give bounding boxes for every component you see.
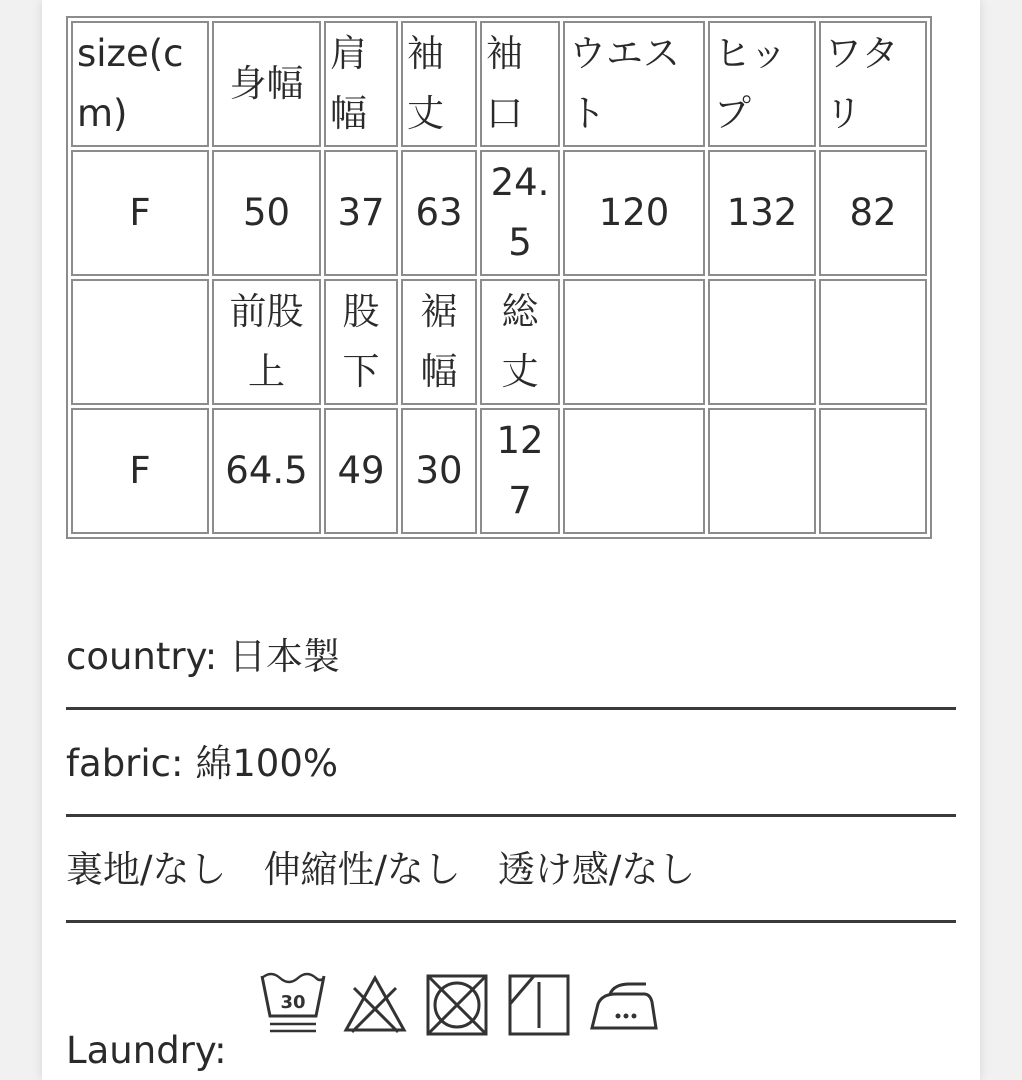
table-cell: 袖丈 <box>401 21 477 147</box>
table-cell: 裾幅 <box>401 279 477 405</box>
table-cell: ヒップ <box>708 21 816 147</box>
properties-text: 裏地/なし 伸縮性/なし 透け感/なし <box>66 848 696 891</box>
svg-text:30: 30 <box>280 992 306 1013</box>
table-cell: 総丈 <box>480 279 560 405</box>
wash-30-icon <box>258 968 328 1042</box>
laundry-label: Laundry: <box>66 1029 227 1072</box>
table-row <box>71 150 927 276</box>
table-cell: 身幅 <box>212 21 321 147</box>
table-cell <box>708 279 816 405</box>
table-row <box>71 408 927 534</box>
no-bleach-icon <box>340 968 410 1042</box>
table-cell: 50 <box>212 150 321 276</box>
table-cell <box>819 408 927 534</box>
table-row <box>71 21 927 147</box>
table-cell: 37 <box>324 150 398 276</box>
fabric-text: fabric: 綿100% <box>66 742 339 785</box>
divider <box>66 814 956 817</box>
table-cell: 30 <box>401 408 477 534</box>
divider <box>66 920 956 923</box>
table-cell: 127 <box>480 408 560 534</box>
size-table <box>66 16 932 539</box>
laundry-icons <box>258 968 660 1042</box>
table-cell <box>563 408 705 534</box>
table-cell: ウエスト <box>563 21 705 147</box>
table-cell: size(cm) <box>71 21 209 147</box>
table-row <box>71 279 927 405</box>
line-dry-shade-icon <box>504 968 574 1042</box>
iron-low-icon <box>586 968 660 1042</box>
divider <box>66 707 956 710</box>
table-cell: 股下 <box>324 279 398 405</box>
table-cell: 82 <box>819 150 927 276</box>
table-cell <box>71 279 209 405</box>
table-cell: 肩幅 <box>324 21 398 147</box>
table-cell: 64.5 <box>212 408 321 534</box>
product-detail-panel <box>42 0 980 1080</box>
table-cell: ワタリ <box>819 21 927 147</box>
table-cell: 袖口 <box>480 21 560 147</box>
table-cell: 24.5 <box>480 150 560 276</box>
table-cell <box>563 279 705 405</box>
country-text: country: 日本製 <box>66 635 341 678</box>
table-cell: F <box>71 408 209 534</box>
table-cell: F <box>71 150 209 276</box>
table-cell <box>819 279 927 405</box>
table-cell: 63 <box>401 150 477 276</box>
table-cell: 前股上 <box>212 279 321 405</box>
table-cell: 49 <box>324 408 398 534</box>
table-cell: 120 <box>563 150 705 276</box>
no-tumble-dry-icon <box>422 968 492 1042</box>
table-cell <box>708 408 816 534</box>
table-cell: 132 <box>708 150 816 276</box>
